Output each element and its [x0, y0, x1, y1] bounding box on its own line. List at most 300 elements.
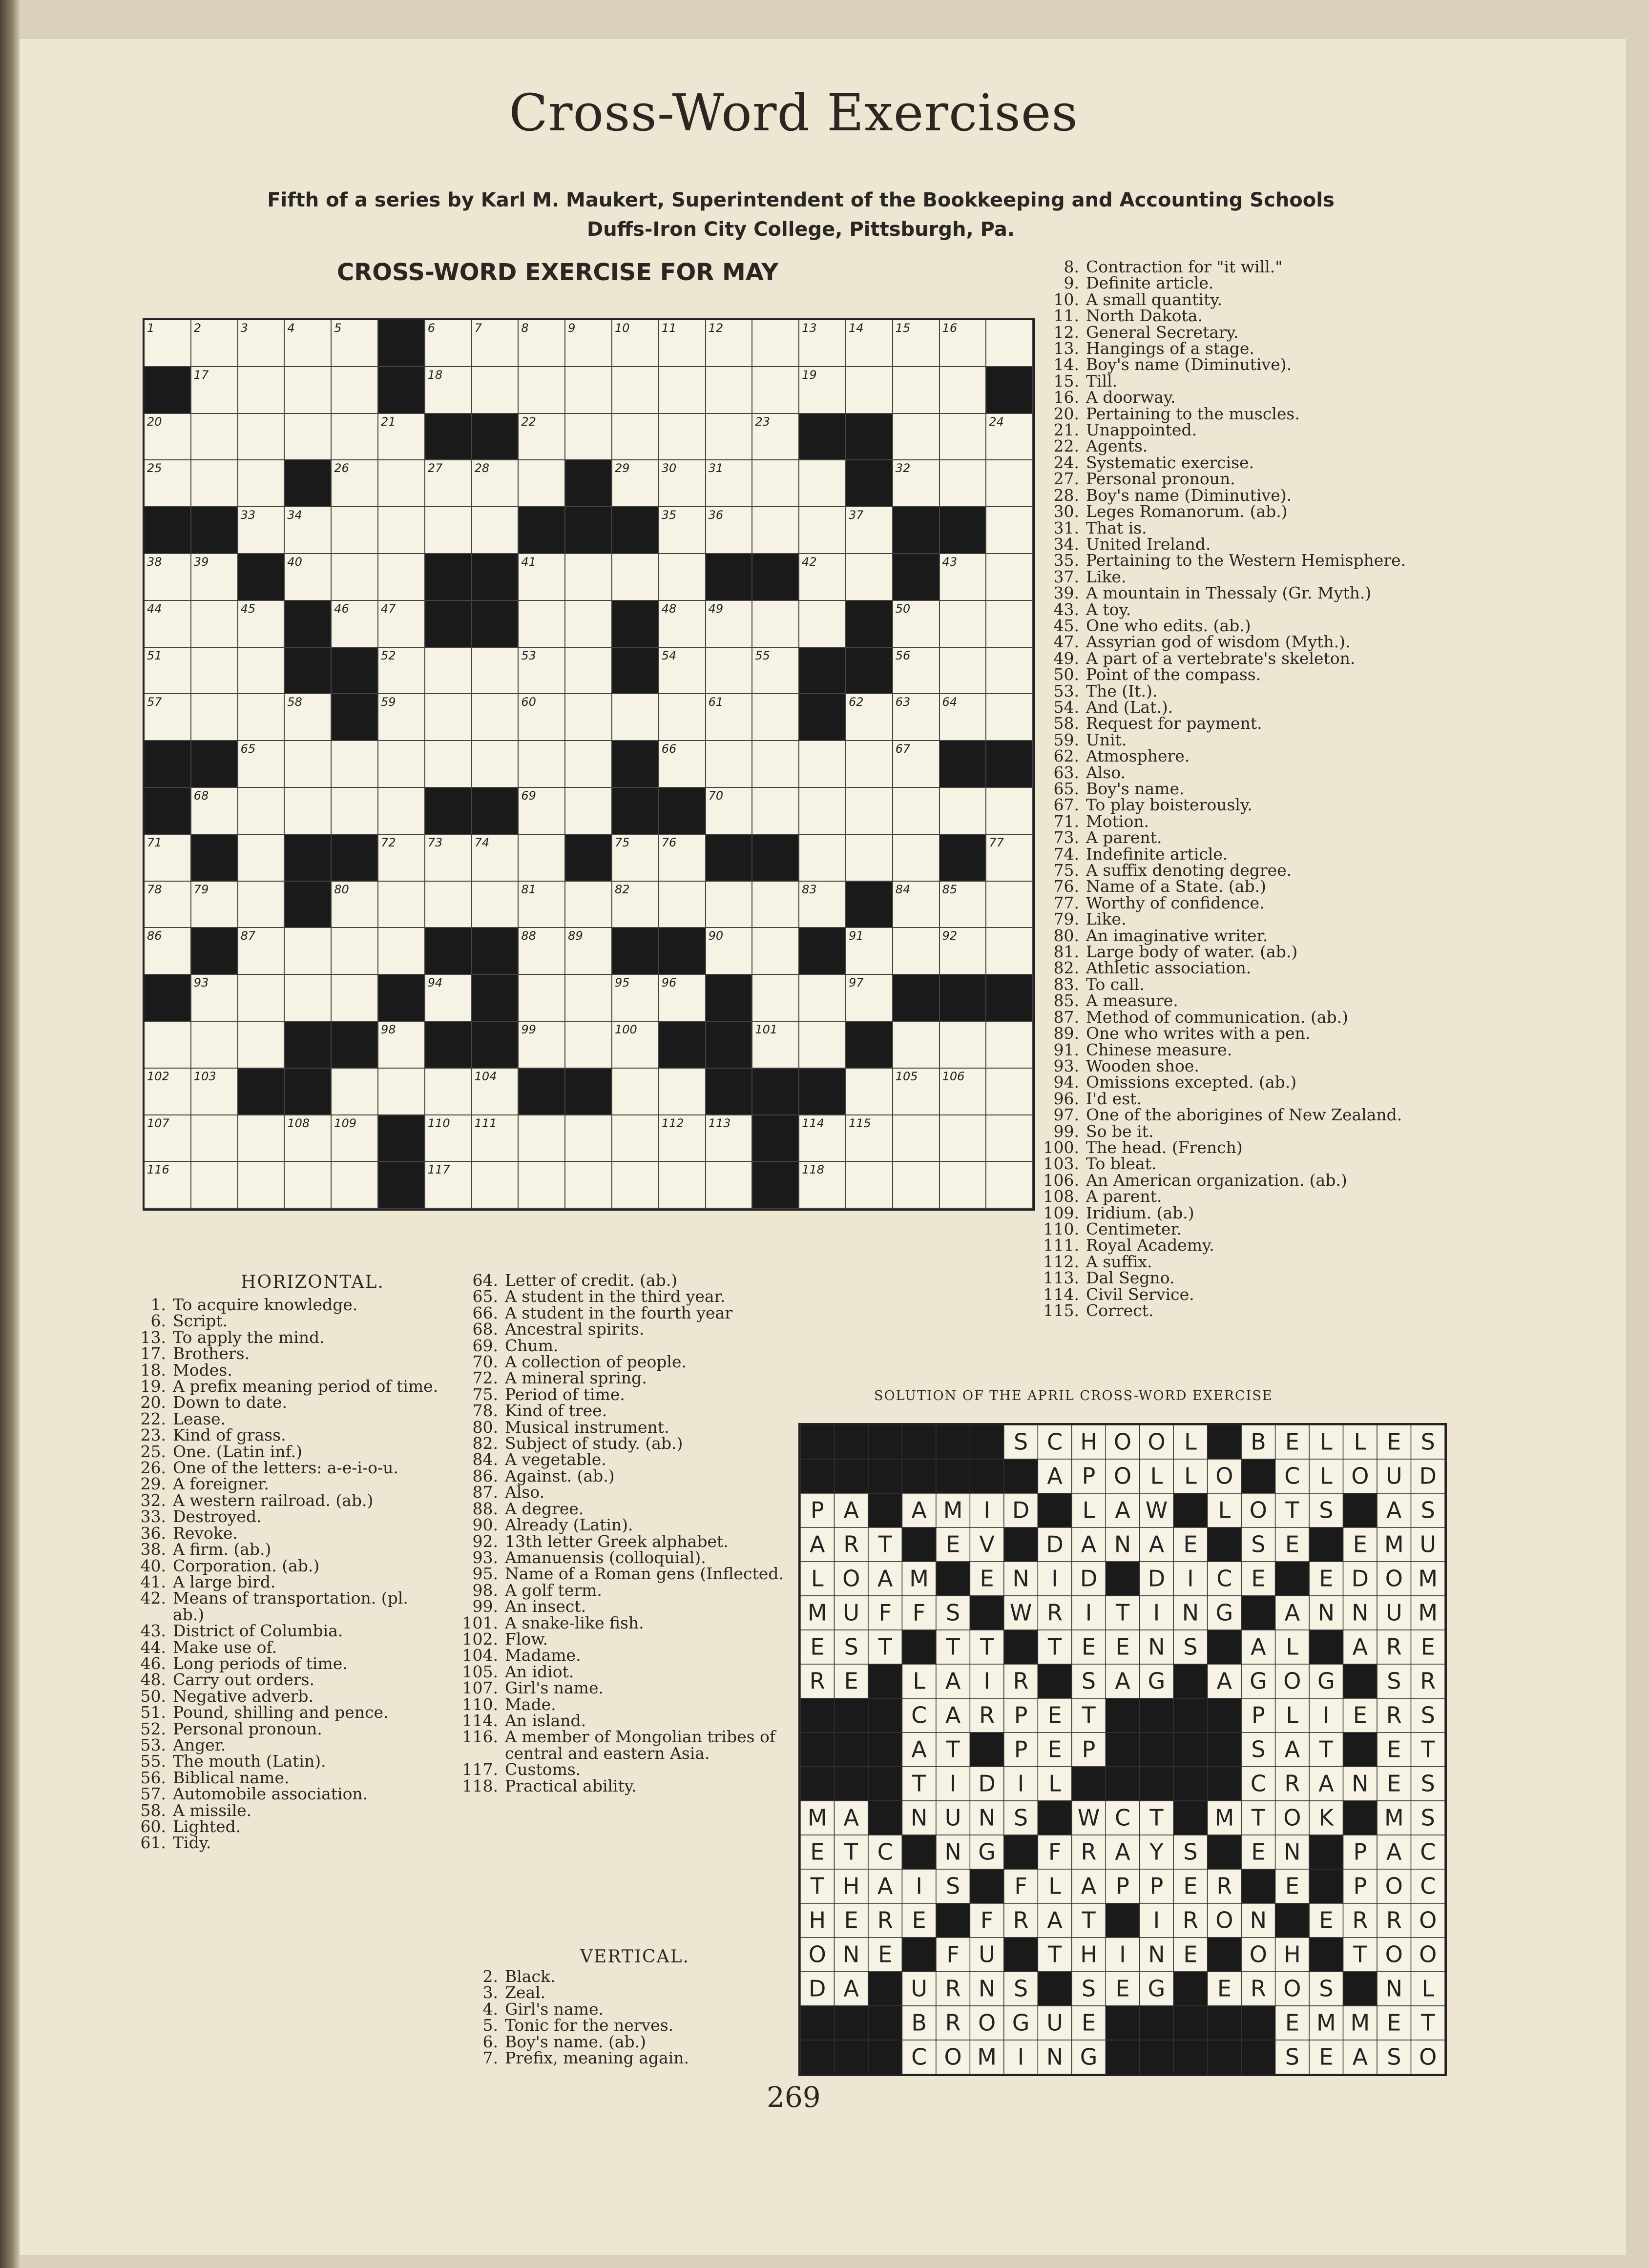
grid-cell[interactable]	[612, 554, 659, 601]
grid-cell[interactable]	[893, 788, 940, 835]
grid-cell[interactable]	[846, 507, 893, 554]
grid-cell[interactable]	[893, 460, 940, 507]
grid-cell-black	[425, 601, 472, 648]
grid-cell[interactable]	[940, 460, 987, 507]
grid-cell[interactable]	[145, 601, 191, 648]
grid-cell[interactable]	[519, 460, 565, 507]
grid-cell[interactable]	[893, 367, 940, 414]
grid-cell[interactable]	[472, 694, 519, 741]
solution-cell-black	[868, 1664, 902, 1698]
grid-cell[interactable]	[378, 741, 425, 788]
clue-text: 13th letter Greek alphabet.	[505, 1531, 729, 1551]
solution-letter: D	[809, 1975, 826, 2002]
grid-cell[interactable]	[940, 1069, 987, 1115]
grid-cell[interactable]	[706, 601, 753, 648]
grid-cell[interactable]	[285, 741, 332, 788]
grid-cell[interactable]	[238, 1162, 285, 1209]
grid-cell[interactable]	[378, 648, 425, 695]
grid-cell[interactable]	[472, 460, 519, 507]
grid-cell[interactable]	[612, 414, 659, 461]
grid-cell[interactable]	[285, 1162, 332, 1209]
grid-cell[interactable]	[893, 320, 940, 367]
grid-cell[interactable]	[706, 1115, 753, 1162]
grid-cell[interactable]	[565, 694, 612, 741]
grid-cell[interactable]	[659, 507, 706, 554]
grid-cell[interactable]	[285, 554, 332, 601]
clue-number: 38.	[140, 1540, 166, 1559]
grid-cell[interactable]	[378, 1069, 425, 1115]
grid-cell[interactable]	[986, 507, 1033, 554]
grid-cell[interactable]	[332, 788, 378, 835]
grid-cell[interactable]	[893, 601, 940, 648]
grid-cell[interactable]	[846, 788, 893, 835]
grid-cell[interactable]	[519, 741, 565, 788]
grid-cell[interactable]	[893, 1162, 940, 1209]
cell-number: 4	[287, 321, 295, 335]
grid-cell[interactable]	[659, 320, 706, 367]
cell-number: 83	[802, 882, 817, 896]
grid-cell[interactable]	[145, 835, 191, 882]
grid-cell[interactable]	[893, 882, 940, 928]
grid-cell[interactable]	[519, 694, 565, 741]
grid-cell[interactable]	[425, 1162, 472, 1209]
grid-cell[interactable]	[752, 367, 799, 414]
solution-cell-black	[902, 1835, 936, 1869]
grid-cell[interactable]	[191, 648, 238, 695]
grid-cell[interactable]	[285, 928, 332, 975]
grid-cell[interactable]	[565, 741, 612, 788]
grid-cell[interactable]	[706, 882, 753, 928]
clue-text: A suffix denoting degree.	[1086, 861, 1292, 880]
grid-cell[interactable]	[472, 367, 519, 414]
grid-cell[interactable]	[659, 601, 706, 648]
grid-cell[interactable]	[285, 694, 332, 741]
grid-cell[interactable]	[799, 1162, 846, 1209]
grid-cell[interactable]	[378, 507, 425, 554]
grid-cell[interactable]	[145, 1069, 191, 1115]
grid-cell[interactable]	[378, 835, 425, 882]
grid-cell[interactable]	[659, 975, 706, 1022]
grid-cell[interactable]	[191, 694, 238, 741]
grid-cell[interactable]	[425, 320, 472, 367]
clue-number: 82.	[1053, 958, 1079, 978]
grid-cell[interactable]	[706, 788, 753, 835]
grid-cell[interactable]	[238, 694, 285, 741]
grid-cell[interactable]	[706, 741, 753, 788]
grid-cell[interactable]	[893, 928, 940, 975]
grid-cell[interactable]	[519, 1022, 565, 1069]
grid-cell[interactable]	[378, 554, 425, 601]
grid-cell[interactable]	[752, 928, 799, 975]
grid-cell[interactable]	[145, 694, 191, 741]
grid-cell[interactable]	[285, 320, 332, 367]
grid-cell[interactable]	[238, 648, 285, 695]
grid-cell[interactable]	[706, 694, 753, 741]
grid-cell[interactable]	[752, 320, 799, 367]
grid-cell[interactable]	[378, 928, 425, 975]
grid-cell[interactable]	[238, 882, 285, 928]
grid-cell[interactable]	[986, 320, 1033, 367]
grid-cell[interactable]	[986, 928, 1033, 975]
grid-cell[interactable]	[145, 554, 191, 601]
grid-cell[interactable]	[940, 414, 987, 461]
grid-cell[interactable]	[986, 1022, 1033, 1069]
grid-cell[interactable]	[472, 648, 519, 695]
grid-cell[interactable]	[425, 835, 472, 882]
grid-cell[interactable]	[799, 975, 846, 1022]
grid-cell[interactable]	[191, 975, 238, 1022]
grid-cell[interactable]	[378, 601, 425, 648]
grid-cell[interactable]	[191, 601, 238, 648]
grid-cell[interactable]	[472, 741, 519, 788]
grid-cell[interactable]	[940, 367, 987, 414]
grid-cell[interactable]	[659, 1115, 706, 1162]
grid-cell[interactable]	[238, 975, 285, 1022]
grid-cell[interactable]	[940, 648, 987, 695]
grid-cell[interactable]	[799, 1115, 846, 1162]
clue-text: A mountain in Thessaly (Gr. Myth.)	[1086, 583, 1372, 603]
grid-cell[interactable]	[752, 882, 799, 928]
grid-cell[interactable]	[565, 367, 612, 414]
grid-cell[interactable]	[238, 414, 285, 461]
grid-cell[interactable]	[752, 1022, 799, 1069]
grid-cell[interactable]	[519, 928, 565, 975]
grid-cell[interactable]	[986, 694, 1033, 741]
grid-cell[interactable]	[893, 648, 940, 695]
grid-cell[interactable]	[659, 554, 706, 601]
grid-cell[interactable]	[238, 928, 285, 975]
grid-cell[interactable]	[145, 1162, 191, 1209]
grid-cell[interactable]	[191, 554, 238, 601]
grid-cell-black	[752, 1115, 799, 1162]
grid-cell[interactable]	[425, 741, 472, 788]
grid-cell[interactable]	[145, 928, 191, 975]
grid-cell[interactable]	[893, 1069, 940, 1115]
grid-cell[interactable]	[986, 1069, 1033, 1115]
grid-cell[interactable]	[332, 741, 378, 788]
cell-number: 93	[193, 976, 209, 990]
grid-cell[interactable]	[893, 741, 940, 788]
grid-cell[interactable]	[565, 928, 612, 975]
grid-cell[interactable]	[940, 320, 987, 367]
grid-cell[interactable]	[565, 882, 612, 928]
grid-cell[interactable]	[378, 694, 425, 741]
grid-cell[interactable]	[752, 601, 799, 648]
grid-cell[interactable]	[472, 1162, 519, 1209]
grid-cell[interactable]	[238, 367, 285, 414]
cell-number: 35	[661, 508, 677, 522]
grid-cell[interactable]	[565, 320, 612, 367]
grid-cell[interactable]	[565, 414, 612, 461]
grid-cell[interactable]	[706, 367, 753, 414]
grid-cell[interactable]	[799, 367, 846, 414]
grid-cell[interactable]	[519, 975, 565, 1022]
grid-cell[interactable]	[238, 835, 285, 882]
grid-cell[interactable]	[986, 601, 1033, 648]
grid-cell[interactable]	[846, 694, 893, 741]
grid-cell[interactable]	[285, 414, 332, 461]
grid-cell[interactable]	[332, 601, 378, 648]
grid-cell[interactable]	[612, 835, 659, 882]
grid-cell[interactable]	[238, 741, 285, 788]
grid-cell[interactable]	[752, 460, 799, 507]
grid-cell[interactable]	[238, 1115, 285, 1162]
grid-cell[interactable]	[472, 320, 519, 367]
grid-cell[interactable]	[612, 1115, 659, 1162]
grid-cell[interactable]	[425, 1069, 472, 1115]
grid-cell[interactable]	[799, 741, 846, 788]
grid-cell[interactable]	[706, 414, 753, 461]
grid-cell[interactable]	[425, 882, 472, 928]
grid-cell[interactable]	[332, 1115, 378, 1162]
grid-cell[interactable]	[893, 835, 940, 882]
grid-cell[interactable]	[425, 975, 472, 1022]
solution-letter: T	[844, 1838, 858, 1865]
grid-cell[interactable]	[940, 1162, 987, 1209]
grid-cell[interactable]	[846, 554, 893, 601]
grid-cell[interactable]	[332, 414, 378, 461]
grid-cell[interactable]	[893, 414, 940, 461]
grid-cell[interactable]	[378, 882, 425, 928]
grid-cell[interactable]	[752, 694, 799, 741]
grid-cell[interactable]	[191, 788, 238, 835]
grid-cell[interactable]	[332, 507, 378, 554]
grid-cell[interactable]	[472, 1115, 519, 1162]
grid-cell[interactable]	[893, 1022, 940, 1069]
grid-cell[interactable]	[659, 648, 706, 695]
grid-cell[interactable]	[191, 460, 238, 507]
grid-cell[interactable]	[472, 1069, 519, 1115]
grid-cell[interactable]	[752, 741, 799, 788]
grid-cell[interactable]	[846, 1162, 893, 1209]
grid-cell[interactable]	[145, 882, 191, 928]
grid-cell[interactable]	[519, 601, 565, 648]
grid-cell[interactable]	[191, 1069, 238, 1115]
grid-cell[interactable]	[565, 1162, 612, 1209]
grid-cell[interactable]	[659, 1162, 706, 1209]
grid-cell[interactable]	[238, 320, 285, 367]
grid-cell[interactable]	[799, 460, 846, 507]
grid-cell[interactable]	[612, 694, 659, 741]
solution-letter: E	[1115, 1975, 1130, 2002]
grid-cell[interactable]	[519, 1162, 565, 1209]
grid-cell[interactable]	[519, 554, 565, 601]
grid-cell[interactable]	[846, 320, 893, 367]
grid-cell[interactable]	[986, 1162, 1033, 1209]
grid-cell[interactable]	[986, 460, 1033, 507]
grid-cell[interactable]	[846, 928, 893, 975]
grid-cell[interactable]	[752, 507, 799, 554]
grid-cell[interactable]	[612, 975, 659, 1022]
grid-cell[interactable]	[332, 460, 378, 507]
grid-cell[interactable]	[472, 507, 519, 554]
grid-cell[interactable]	[659, 882, 706, 928]
grid-cell[interactable]	[565, 788, 612, 835]
grid-cell[interactable]	[659, 694, 706, 741]
grid-cell[interactable]	[940, 1022, 987, 1069]
grid-cell[interactable]	[706, 1162, 753, 1209]
grid-cell[interactable]	[612, 1022, 659, 1069]
cell-number: 39	[193, 555, 209, 569]
grid-cell[interactable]	[659, 367, 706, 414]
grid-cell[interactable]	[846, 1115, 893, 1162]
grid-cell[interactable]	[706, 320, 753, 367]
grid-cell[interactable]	[332, 975, 378, 1022]
grid-cell[interactable]	[519, 882, 565, 928]
grid-cell[interactable]	[145, 1115, 191, 1162]
grid-cell[interactable]	[145, 460, 191, 507]
grid-cell[interactable]	[519, 648, 565, 695]
grid-cell[interactable]	[145, 1022, 191, 1069]
grid-cell[interactable]	[986, 835, 1033, 882]
grid-cell[interactable]	[332, 1162, 378, 1209]
grid-cell[interactable]	[191, 367, 238, 414]
grid-cell[interactable]	[191, 1162, 238, 1209]
grid-cell[interactable]	[893, 694, 940, 741]
grid-cell[interactable]	[472, 882, 519, 928]
grid-cell[interactable]	[191, 1115, 238, 1162]
grid-cell[interactable]	[238, 788, 285, 835]
grid-cell[interactable]	[846, 975, 893, 1022]
grid-cell[interactable]	[332, 882, 378, 928]
grid-cell[interactable]	[659, 414, 706, 461]
grid-cell[interactable]	[145, 320, 191, 367]
solution-cell-black	[1106, 1767, 1139, 1801]
grid-cell[interactable]	[612, 460, 659, 507]
grid-cell[interactable]	[799, 507, 846, 554]
grid-cell[interactable]	[612, 320, 659, 367]
grid-cell[interactable]	[332, 367, 378, 414]
grid-cell[interactable]	[425, 648, 472, 695]
grid-cell[interactable]	[799, 601, 846, 648]
grid-cell[interactable]	[706, 648, 753, 695]
grid-cell[interactable]	[519, 1115, 565, 1162]
grid-cell[interactable]	[519, 835, 565, 882]
grid-cell[interactable]	[659, 835, 706, 882]
grid-cell[interactable]	[846, 1069, 893, 1115]
grid-cell[interactable]	[659, 1069, 706, 1115]
grid-cell[interactable]	[425, 367, 472, 414]
grid-cell[interactable]	[752, 788, 799, 835]
grid-cell[interactable]	[799, 788, 846, 835]
grid-cell[interactable]	[986, 1115, 1033, 1162]
grid-cell[interactable]	[285, 367, 332, 414]
grid-cell[interactable]	[612, 1162, 659, 1209]
grid-cell[interactable]	[472, 835, 519, 882]
grid-cell[interactable]	[285, 507, 332, 554]
grid-cell[interactable]	[378, 460, 425, 507]
grid-cell[interactable]	[799, 554, 846, 601]
grid-cell[interactable]	[425, 507, 472, 554]
grid-cell[interactable]	[565, 601, 612, 648]
grid-cell[interactable]	[986, 788, 1033, 835]
grid-cell[interactable]	[799, 320, 846, 367]
grid-cell[interactable]	[145, 414, 191, 461]
grid-cell[interactable]	[425, 1115, 472, 1162]
grid-cell[interactable]	[893, 1115, 940, 1162]
clue-item	[1040, 992, 1489, 1009]
grid-cell[interactable]	[659, 460, 706, 507]
grid-cell[interactable]	[799, 882, 846, 928]
grid-cell[interactable]	[940, 554, 987, 601]
grid-cell[interactable]	[940, 928, 987, 975]
grid-cell[interactable]	[238, 1022, 285, 1069]
grid-cell[interactable]	[332, 1069, 378, 1115]
grid-cell[interactable]	[986, 648, 1033, 695]
grid-cell[interactable]	[565, 1115, 612, 1162]
grid-cell[interactable]	[752, 975, 799, 1022]
grid-cell[interactable]	[986, 882, 1033, 928]
grid-cell[interactable]	[425, 694, 472, 741]
grid-cell[interactable]	[565, 648, 612, 695]
clue-text: Dal Segno.	[1086, 1268, 1175, 1288]
grid-cell[interactable]	[612, 1069, 659, 1115]
grid-cell[interactable]	[285, 788, 332, 835]
grid-cell[interactable]	[565, 1022, 612, 1069]
grid-cell[interactable]	[940, 1115, 987, 1162]
solution-letter: N	[944, 1838, 961, 1865]
grid-cell[interactable]	[519, 414, 565, 461]
grid-cell[interactable]	[191, 882, 238, 928]
grid-cell[interactable]	[378, 788, 425, 835]
grid-cell[interactable]	[378, 1022, 425, 1069]
grid-cell[interactable]	[519, 788, 565, 835]
grid-cell[interactable]	[332, 320, 378, 367]
grid-cell[interactable]	[191, 1022, 238, 1069]
grid-cell[interactable]	[238, 601, 285, 648]
grid-cell[interactable]	[940, 694, 987, 741]
grid-cell[interactable]	[145, 648, 191, 695]
grid-cell[interactable]	[752, 648, 799, 695]
grid-cell[interactable]	[238, 507, 285, 554]
grid-cell[interactable]	[285, 975, 332, 1022]
clue-item	[459, 1761, 806, 1777]
grid-cell[interactable]	[191, 414, 238, 461]
solution-letter: S	[1420, 1428, 1435, 1455]
grid-cell[interactable]	[706, 507, 753, 554]
grid-cell[interactable]	[565, 554, 612, 601]
grid-cell[interactable]	[940, 882, 987, 928]
grid-cell[interactable]	[846, 741, 893, 788]
grid-cell[interactable]	[332, 554, 378, 601]
grid-cell[interactable]	[191, 320, 238, 367]
grid-cell[interactable]	[612, 367, 659, 414]
grid-cell[interactable]	[706, 460, 753, 507]
grid-cell[interactable]	[706, 928, 753, 975]
grid-cell[interactable]	[986, 554, 1033, 601]
grid-cell[interactable]	[846, 835, 893, 882]
grid-cell[interactable]	[425, 460, 472, 507]
grid-cell[interactable]	[378, 414, 425, 461]
grid-cell[interactable]	[986, 414, 1033, 461]
grid-cell[interactable]	[659, 741, 706, 788]
grid-cell[interactable]	[799, 835, 846, 882]
grid-cell[interactable]	[940, 788, 987, 835]
clue-number: 45.	[1053, 616, 1079, 635]
grid-cell-black	[612, 928, 659, 975]
grid-cell[interactable]	[846, 367, 893, 414]
grid-cell[interactable]	[565, 975, 612, 1022]
grid-cell[interactable]	[752, 414, 799, 461]
grid-cell[interactable]	[332, 928, 378, 975]
grid-cell[interactable]	[519, 367, 565, 414]
grid-cell[interactable]	[799, 1022, 846, 1069]
grid-cell[interactable]	[285, 1115, 332, 1162]
grid-cell[interactable]	[238, 460, 285, 507]
grid-cell[interactable]	[612, 882, 659, 928]
grid-cell[interactable]	[519, 320, 565, 367]
grid-cell[interactable]	[940, 601, 987, 648]
